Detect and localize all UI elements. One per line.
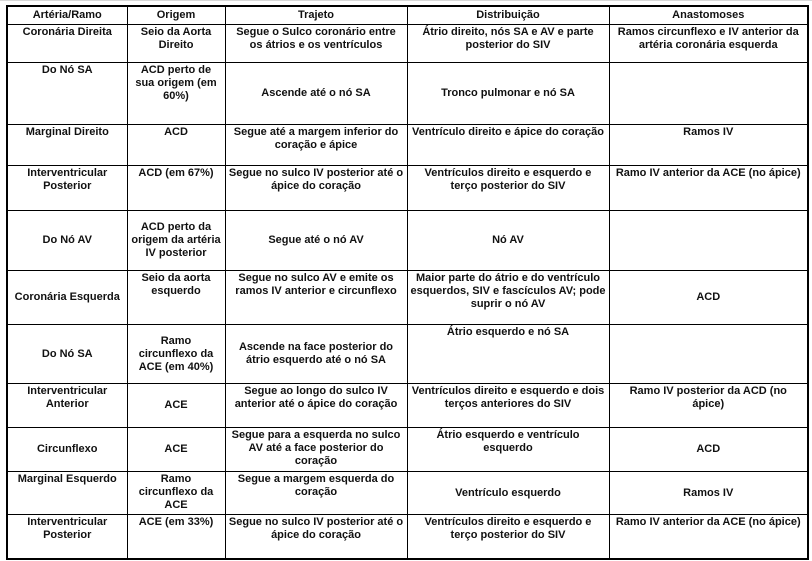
table-cell: Ventrículo esquerdo: [407, 472, 609, 515]
table-cell: Ramos IV: [609, 472, 808, 515]
table-cell: Marginal Direito: [7, 125, 127, 166]
table-cell: Segue até o nó AV: [225, 211, 407, 271]
table-cell: ACD: [609, 428, 808, 472]
table-cell: Segue o Sulco coronário entre os átrios e os ventrículos: [225, 25, 407, 63]
table-row: [7, 384, 808, 428]
table-cell: Segue no sulco AV e emite os ramos IV anterior e circunflexo: [225, 271, 407, 325]
table-cell: Átrio direito, nós SA e AV e parte posterior do SIV: [407, 25, 609, 63]
table-cell: ACD perto da origem da artéria IV posterior: [127, 211, 225, 271]
table-row: [7, 63, 808, 125]
table-row: [7, 428, 808, 472]
table-cell: Segue ao longo do sulco IV anterior até o ápice do coração: [225, 384, 407, 428]
table-cell: Ramos IV: [609, 125, 808, 166]
table-row: [7, 125, 808, 166]
table-cell: Maior parte do átrio e do ventrículo esquerdos, SIV e fascículos AV; pode suprir o nó AV: [407, 271, 609, 325]
table-cell: Átrio esquerdo e nó SA: [407, 325, 609, 384]
table-cell: Ramo circunflexo da ACE (em 40%): [127, 325, 225, 384]
table-row: [7, 211, 808, 271]
table-cell: [609, 325, 808, 384]
table-cell: Marginal Esquerdo: [7, 472, 127, 515]
table-cell: Átrio esquerdo e ventrículo esquerdo: [407, 428, 609, 472]
table-row: [7, 25, 808, 63]
table-cell: ACE: [127, 428, 225, 472]
table-cell: Ventrículo direito e ápice do coração: [407, 125, 609, 166]
table-cell: Ascende na face posterior do átrio esquerdo até o nó SA: [225, 325, 407, 384]
table-cell: Interventricular Anterior: [7, 384, 127, 428]
table-cell: Coronária Esquerda: [7, 271, 127, 325]
table-cell: ACD (em 67%): [127, 166, 225, 211]
table-body: [7, 25, 808, 559]
coronary-arteries-table: [6, 5, 809, 560]
table-cell: Ramo IV anterior da ACE (no ápice): [609, 515, 808, 559]
table-cell: Ramo IV anterior da ACE (no ápice): [609, 166, 808, 211]
column-header: Artéria/Ramo: [7, 6, 127, 25]
table-cell: Ventrículos direito e esquerdo e dois terços anteriores do SIV: [407, 384, 609, 428]
column-header: Distribuição: [407, 6, 609, 25]
table-cell: Ramos circunflexo e IV anterior da artéria coronária esquerda: [609, 25, 808, 63]
table-row: [7, 271, 808, 325]
table-row: [7, 472, 808, 515]
table-header-row: [7, 6, 808, 25]
table-cell: Segue para a esquerda no sulco AV até a face posterior do coração: [225, 428, 407, 472]
table-cell: ACE (em 33%): [127, 515, 225, 559]
table-cell: Seio da aorta esquerdo: [127, 271, 225, 325]
table-cell: Ventrículos direito e esquerdo e terço posterior do SIV: [407, 166, 609, 211]
table-cell: Interventricular Posterior: [7, 515, 127, 559]
table-cell: ACD: [127, 125, 225, 166]
table-cell: Do Nó AV: [7, 211, 127, 271]
table-cell: Ramo IV posterior da ACD (no ápice): [609, 384, 808, 428]
table-cell: Segue a margem esquerda do coração: [225, 472, 407, 515]
table-cell: [609, 211, 808, 271]
table-cell: Coronária Direita: [7, 25, 127, 63]
column-header: Origem: [127, 6, 225, 25]
table-cell: Ascende até o nó SA: [225, 63, 407, 125]
table-cell: Do Nó SA: [7, 63, 127, 125]
table-cell: Circunflexo: [7, 428, 127, 472]
table-cell: ACD: [609, 271, 808, 325]
table-cell: Seio da Aorta Direito: [127, 25, 225, 63]
column-header: Trajeto: [225, 6, 407, 25]
table-cell: Ventrículos direito e esquerdo e terço posterior do SIV: [407, 515, 609, 559]
document-page: [0, 1, 812, 560]
table-cell: ACD perto de sua origem (em 60%): [127, 63, 225, 125]
table-cell: Segue até a margem inferior do coração e ápice: [225, 125, 407, 166]
table-row: [7, 166, 808, 211]
table-cell: Segue no sulco IV posterior até o ápice do coração: [225, 515, 407, 559]
table-cell: Tronco pulmonar e nó SA: [407, 63, 609, 125]
table-row: [7, 325, 808, 384]
table-cell: Interventricular Posterior: [7, 166, 127, 211]
table-cell: Nó AV: [407, 211, 609, 271]
table-cell: [609, 63, 808, 125]
table-cell: Segue no sulco IV posterior até o ápice do coração: [225, 166, 407, 211]
table-cell: Do Nó SA: [7, 325, 127, 384]
table-cell: Ramo circunflexo da ACE: [127, 472, 225, 515]
table-cell: ACE: [127, 384, 225, 428]
table-row: [7, 515, 808, 559]
column-header: Anastomoses: [609, 6, 808, 25]
